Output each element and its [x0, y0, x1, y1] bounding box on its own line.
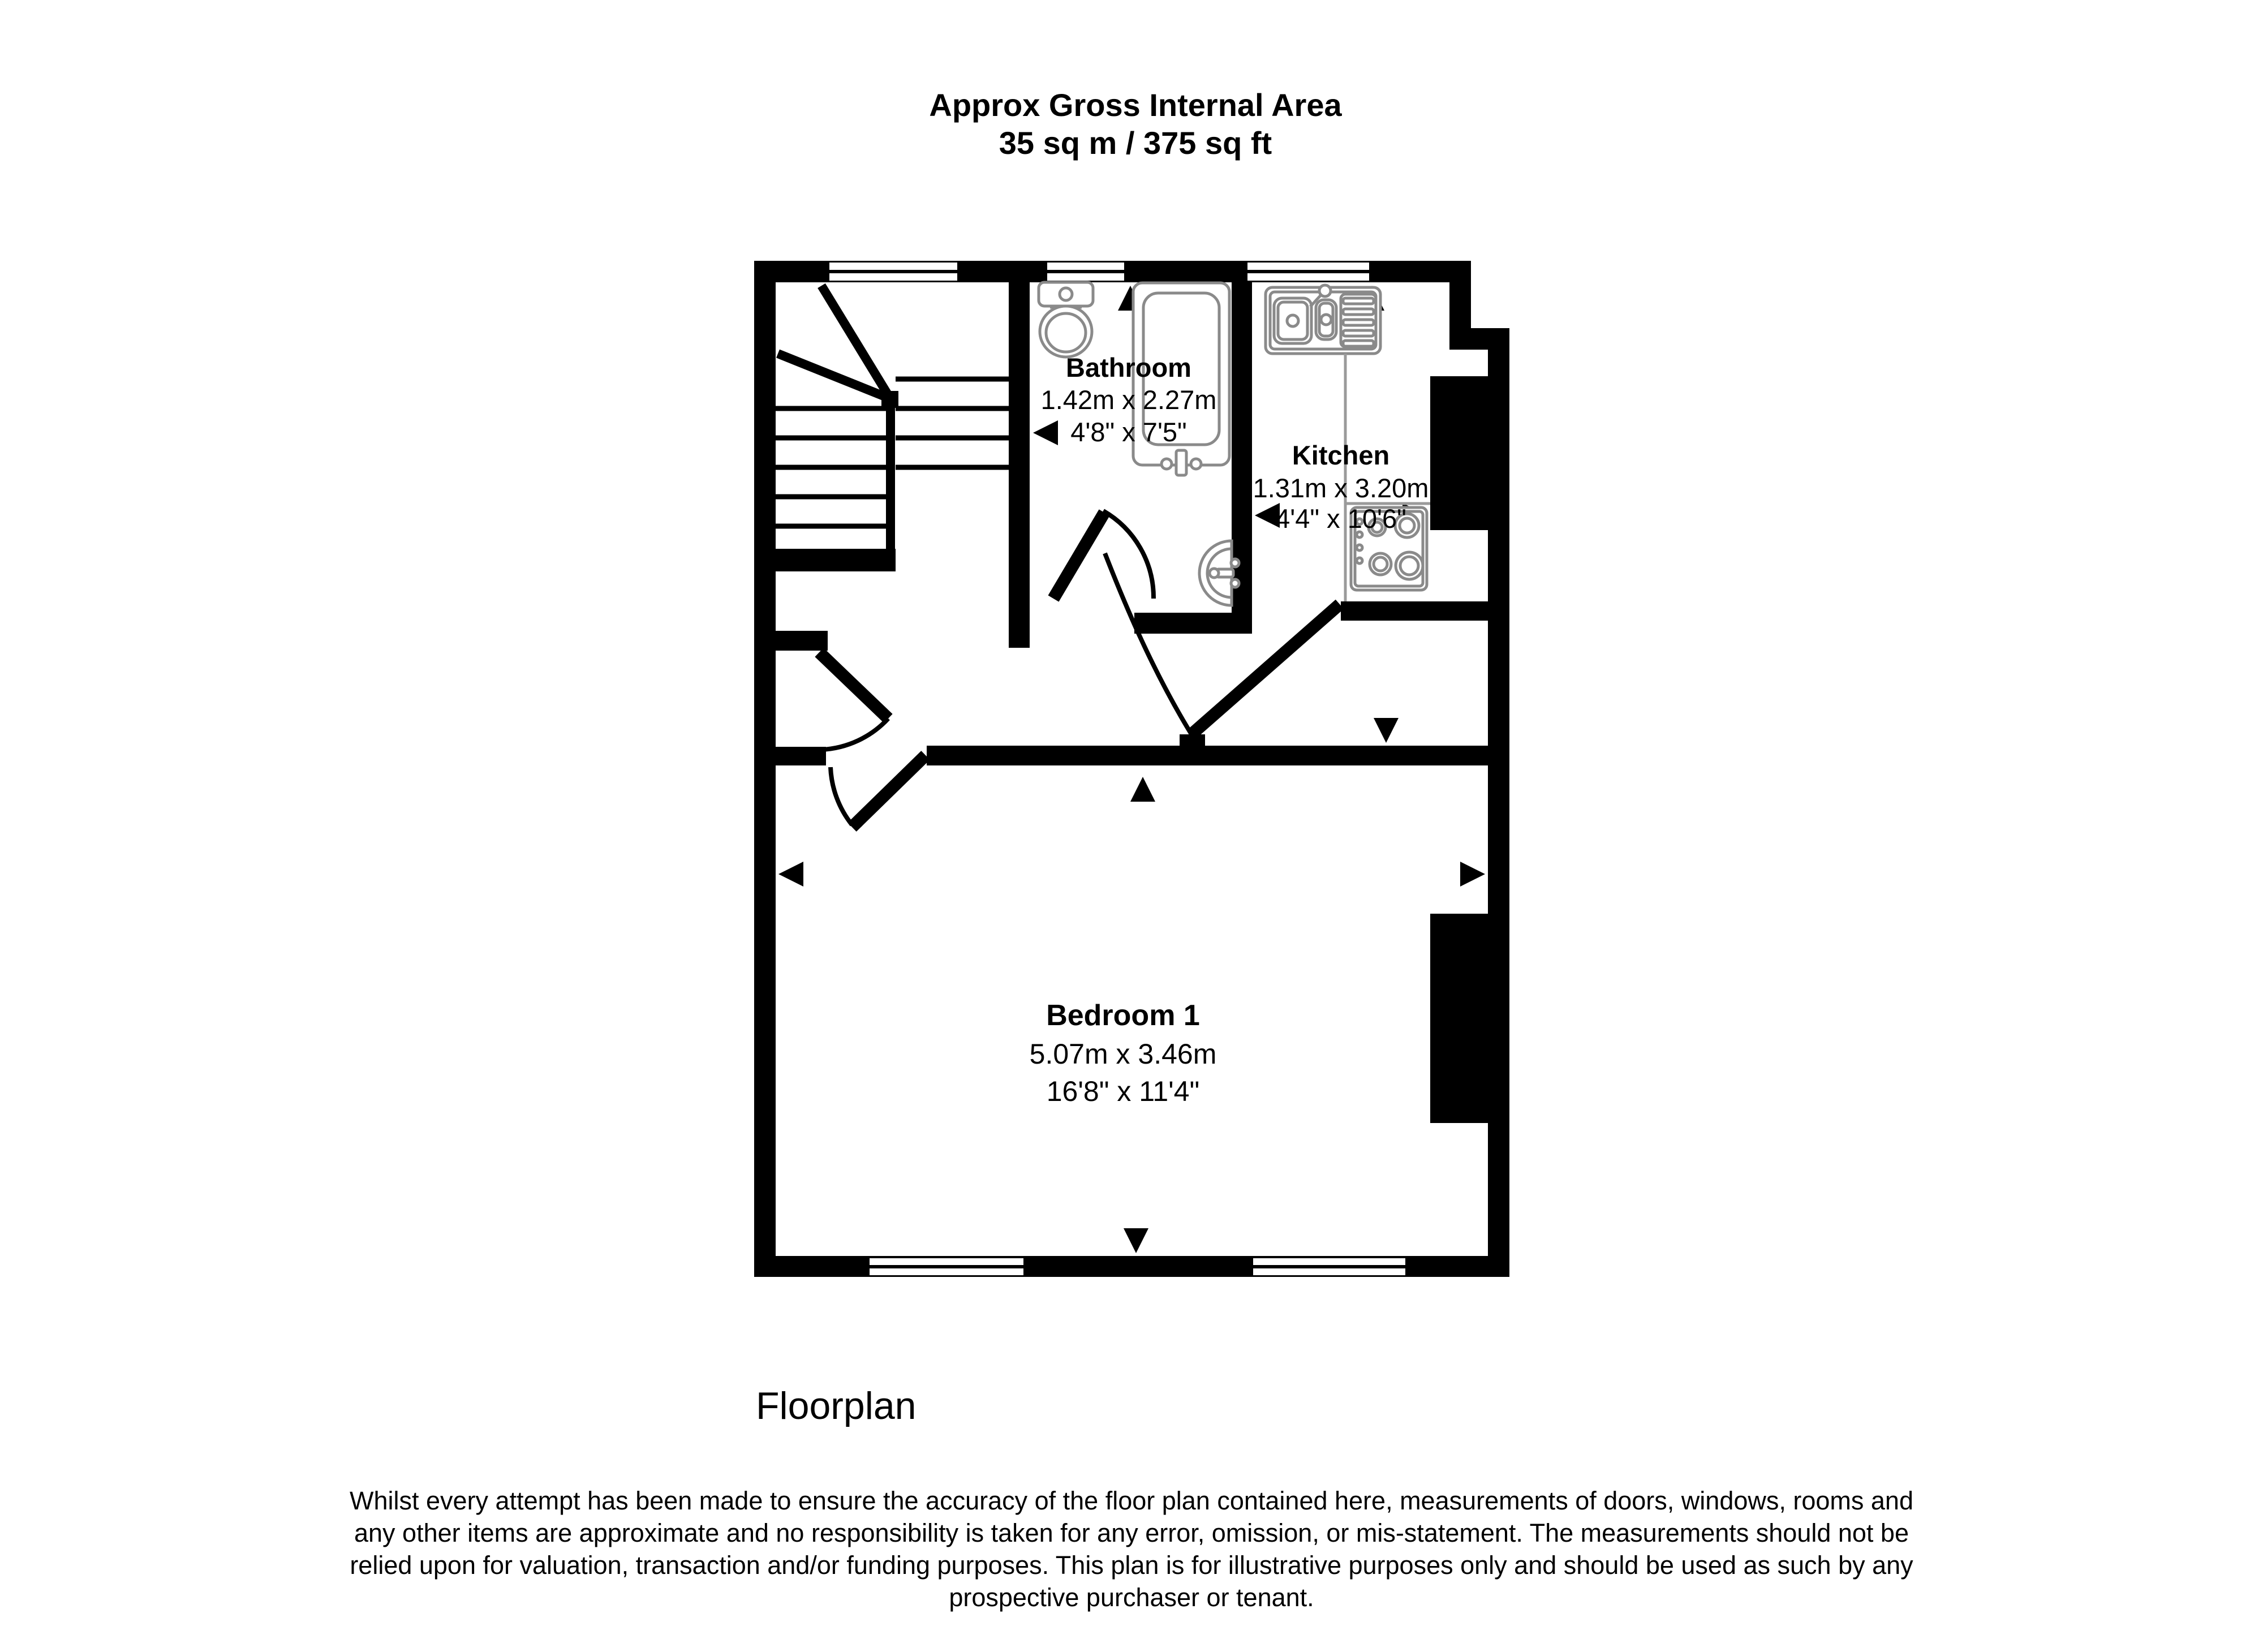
right-wall	[1488, 328, 1509, 1277]
bathroom-name: Bathroom	[1066, 352, 1191, 382]
bathroom-south-wall	[1134, 613, 1252, 634]
bathroom-sink-icon	[1199, 541, 1239, 605]
bedroom-left-arrow	[778, 862, 803, 887]
door-stop-block	[1180, 734, 1205, 752]
kitchen-label	[1253, 440, 1429, 534]
title-line-1: Approx Gross Internal Area	[929, 87, 1342, 123]
bathroom-door-leaf	[1053, 513, 1104, 599]
bedroom-imperial-dimensions: 16'8" x 11'4"	[1046, 1075, 1200, 1107]
toilet-icon	[1039, 282, 1093, 357]
top-right-connector-wall	[1449, 328, 1509, 350]
bedroom-name: Bedroom 1	[1046, 999, 1200, 1032]
bedroom-window-left	[870, 1258, 1023, 1275]
bedroom-right-arrow	[1460, 862, 1485, 887]
disclaimer	[350, 1486, 1913, 1612]
stairs-icon	[776, 286, 1009, 570]
bedroom-metric-dimensions: 5.07m x 3.46m	[1029, 1038, 1217, 1070]
hall-door-swing-arc	[821, 719, 888, 750]
bedroom-up-arrow	[1130, 777, 1155, 802]
bedroom-window-right	[1253, 1258, 1405, 1275]
disclaimer-line-4: prospective purchaser or tenant.	[949, 1583, 1314, 1612]
kitchen-window	[1247, 263, 1369, 281]
bathroom-metric-dimensions: 1.42m x 2.27m	[1040, 385, 1217, 415]
bathroom-left-arrow	[1033, 420, 1058, 445]
stairs-divider	[886, 395, 895, 570]
stairs-south-wall	[754, 549, 896, 571]
bathroom-kitchen-wall	[1232, 282, 1252, 621]
bedroom-door-swing-arc	[831, 767, 852, 825]
kitchen-metric-dimensions: 1.31m x 3.20m	[1253, 473, 1429, 503]
left-wall	[754, 261, 776, 1277]
bedroom-door	[831, 755, 926, 827]
title-line-2: 35 sq m / 375 sq ft	[999, 125, 1272, 161]
kitchen-chimney-breast	[1430, 376, 1488, 530]
bedroom-north-wall	[927, 746, 1509, 765]
bedroom-down-arrow	[1124, 1228, 1148, 1253]
bedroom-door-leaf	[852, 755, 926, 827]
kitchen-down-arrow	[1374, 718, 1399, 743]
floorplan-caption: Floorplan	[756, 1384, 917, 1427]
stairs-window	[829, 263, 957, 281]
hall-wall-stub	[774, 631, 828, 651]
disclaimer-line-3: relied upon for valuation, transaction and/or funding purposes. This plan is for illustrative purposes only and should be used as such by any	[350, 1551, 1913, 1580]
kitchen-door-swing-arc	[1105, 553, 1191, 734]
bathroom-door-swing-arc	[1103, 511, 1154, 599]
bathroom-window	[1047, 263, 1124, 281]
bathroom-imperial-dimensions: 4'8" x 7'5"	[1070, 417, 1187, 447]
kitchen-sink-icon	[1266, 285, 1380, 354]
stairs-bathroom-wall	[1009, 261, 1030, 648]
hall-door	[819, 652, 888, 750]
bedroom-chimney-breast	[1430, 914, 1488, 1123]
disclaimer-line-2: any other items are approximate and no responsibility is taken for any error, omission, or mis-statement. The measurements should not be	[354, 1518, 1909, 1547]
disclaimer-line-1: Whilst every attempt has been made to ensure the accuracy of the floor plan contained here, measurements of doors, windows, rooms and	[350, 1486, 1913, 1515]
kitchen-south-wall	[1341, 601, 1488, 621]
kitchen-imperial-dimensions: 4'4" x 10'6"	[1275, 504, 1406, 534]
kitchen-name: Kitchen	[1292, 440, 1390, 470]
hall-door-leaf	[819, 652, 888, 719]
bedroom-north-wall-stub	[774, 747, 826, 765]
bedroom-label	[1030, 999, 1217, 1107]
